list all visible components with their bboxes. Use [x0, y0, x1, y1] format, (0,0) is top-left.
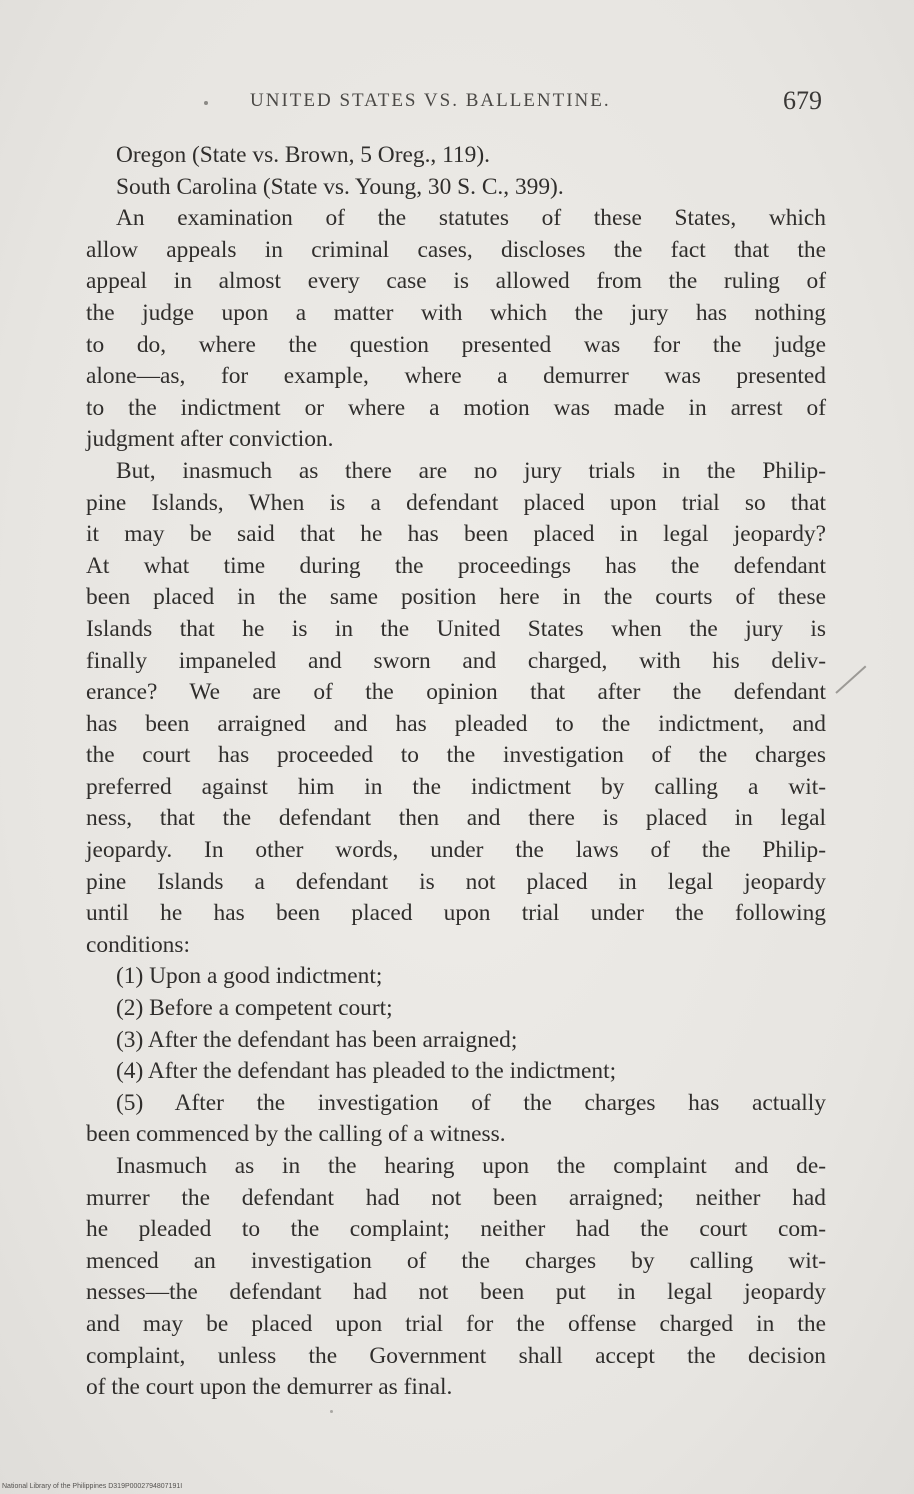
text-line: appeal in almost every case is allowed from the ruling of: [86, 268, 826, 295]
text-line: of the court upon the demurrer as final.: [86, 1374, 453, 1401]
text-line: Oregon (State vs. Brown, 5 Oreg., 119).: [116, 142, 490, 168]
text-line: judgment after conviction.: [86, 426, 334, 453]
text-line: to do, where the question presented was for the judge: [86, 331, 826, 358]
text-line: preferred against him in the indictment by calling a wit-: [86, 773, 826, 800]
text-line: murrer the defendant had not been arraigned; neither had: [86, 1184, 826, 1211]
text-line: erance? We are of the opinion that after the defendant: [86, 679, 826, 706]
condition-item: (1) Upon a good indictment;: [116, 963, 383, 990]
text-line: pine Islands a defendant is not placed in legal jeopardy: [86, 868, 826, 895]
text-line: been placed in the same position here in the courts of these: [86, 584, 826, 611]
text-line: South Carolina (State vs. Young, 30 S. C., 399).: [116, 173, 564, 200]
text-line: has been arraigned and has pleaded to the indictment, and: [86, 710, 826, 737]
header-dot: [204, 101, 208, 105]
text-line: conditions:: [86, 931, 190, 958]
body-text: [86, 140, 826, 1404]
text-line: ness, that the defendant then and there is placed in legal: [86, 805, 826, 832]
text-line: But, inasmuch as there are no jury trials in the Philip-: [116, 457, 826, 484]
scan-speck: [330, 1410, 333, 1413]
text-line: been commenced by the calling of a witness.: [86, 1121, 506, 1148]
condition-item: (2) Before a competent court;: [116, 995, 393, 1022]
text-line: the judge upon a matter with which the jury has nothing: [86, 299, 826, 326]
page-number: 679: [783, 86, 822, 115]
condition-item: (3) After the defendant has been arraigned;: [116, 1026, 518, 1053]
text-line: it may be said that he has been placed in legal jeopardy?: [86, 521, 826, 548]
text-line: the court has proceeded to the investigation of the charges: [86, 742, 826, 769]
text-line: Inasmuch as in the hearing upon the complaint and de-: [116, 1153, 826, 1179]
condition-item: (5) After the investigation of the charges has actually: [116, 1089, 826, 1116]
text-line: until he has been placed upon trial under the following: [86, 900, 826, 927]
text-line: and may be placed upon trial for the offense charged in the: [86, 1310, 826, 1337]
page-header: [0, 86, 914, 120]
text-line: nesses—the defendant had not been put in legal jeopardy: [86, 1279, 826, 1306]
footer-credit: National Library of the Philippines D319P0002794807191I: [2, 1483, 183, 1490]
text-line: alone—as, for example, where a demurrer was presented: [86, 363, 826, 390]
text-line: jeopardy. In other words, under the laws of the Philip-: [86, 837, 826, 864]
running-head: UNITED STATES VS. BALLENTINE.: [250, 90, 611, 111]
text-line: he pleaded to the complaint; neither had the court com-: [86, 1216, 826, 1243]
text-line: complaint, unless the Government shall accept the decision: [86, 1342, 826, 1369]
text-line: finally impaneled and sworn and charged, with his deliv-: [86, 647, 826, 674]
condition-item: (4) After the defendant has pleaded to the indictment;: [116, 1058, 617, 1085]
text-line: An examination of the statutes of these States, which: [116, 205, 826, 232]
text-line: menced an investigation of the charges by calling wit-: [86, 1247, 826, 1274]
text-line: Islands that he is in the United States when the jury is: [86, 615, 826, 642]
text-line: pine Islands, When is a defendant placed upon trial so that: [86, 489, 826, 516]
text-line: allow appeals in criminal cases, discloses the fact that the: [86, 236, 826, 263]
pencil-mark: [835, 665, 866, 693]
text-line: At what time during the proceedings has the defendant: [86, 552, 826, 579]
text-line: to the indictment or where a motion was made in arrest of: [86, 394, 826, 421]
